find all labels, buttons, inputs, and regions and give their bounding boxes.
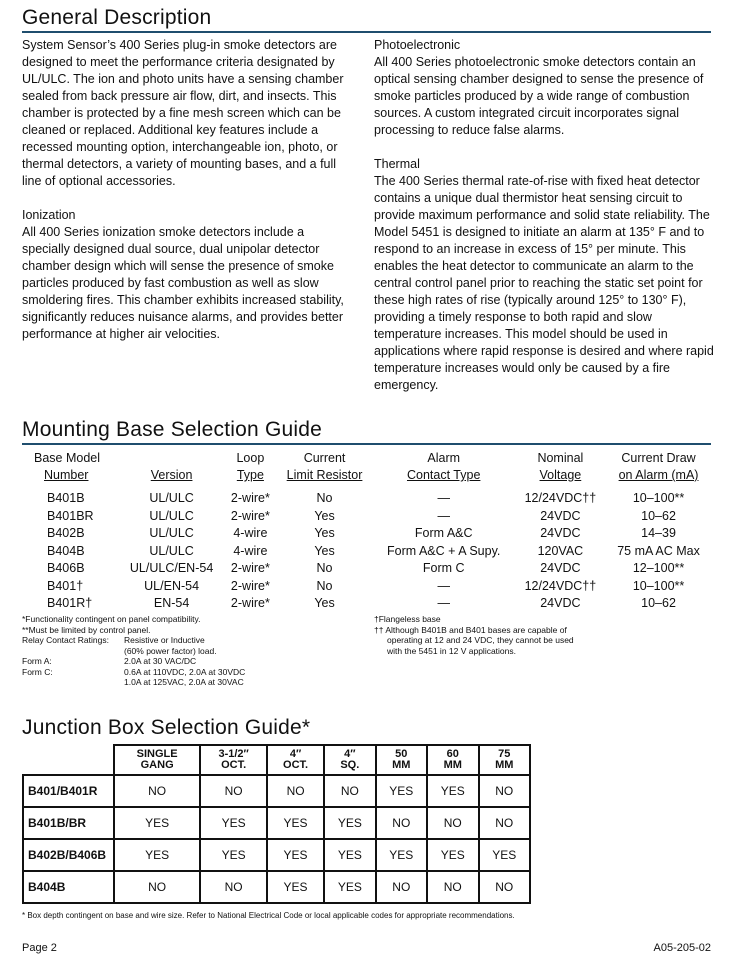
- general-description-title: General Description: [22, 6, 212, 29]
- title-rule: [22, 443, 711, 445]
- mounting-base-table: [22, 450, 711, 613]
- table-cell: NO: [114, 871, 200, 903]
- note-value: (60% power factor) load.: [124, 645, 217, 656]
- table-cell: 2-wire*: [230, 596, 270, 610]
- table-cell: YES: [200, 839, 267, 871]
- junction-footnote: * Box depth contingent on base and wire size. Refer to National Electrical Code or local applicable codes for appropriate recommendations.: [22, 911, 515, 920]
- header-cell: Number: [44, 468, 89, 482]
- table-cell: YES: [267, 807, 324, 839]
- thermal-paragraph: The 400 Series thermal rate-of-rise with fixed heat detector contains a unique dual thermistor heat sensing circuit to provide maximum performance and solid state reliability. The Model 5451 is designed to initiate an alarm at 135° F and to respond to an increase in excess of 15° per minute. This enables the heat detector to communicate an alarm to the central control panel prior to reaching the static set point for these high rates of rise (typically around 125° to 130° F), providing a timely response to both rapid and slow temperature increases. This model should be used in applications where rapid response is desired and where rapid temperature increases would only be caused by a fire emergency.: [374, 174, 714, 392]
- photoelectronic-heading: Photoelectronic: [374, 38, 461, 52]
- document-id: A05-205-02: [653, 942, 711, 954]
- table-cell: B401B: [47, 491, 85, 505]
- table-cell: 2-wire*: [230, 561, 270, 575]
- page-number: Page 2: [22, 942, 57, 954]
- table-cell: 4-wire: [233, 526, 268, 540]
- note-label: Form A:: [22, 656, 52, 666]
- table-cell: —: [437, 491, 450, 505]
- table-cell: —: [437, 578, 450, 593]
- table-cell: NO: [427, 807, 478, 839]
- table-cell: 24VDC: [540, 526, 581, 540]
- table-row: [22, 578, 711, 596]
- note-label: [22, 646, 124, 657]
- table-cell: UL/ULC: [149, 526, 194, 540]
- table-cell: NO: [427, 871, 478, 903]
- column-header: 4″ OCT.: [267, 745, 324, 775]
- table-cell: B404B: [47, 543, 85, 558]
- table-cell: 12–100**: [632, 561, 685, 575]
- table-cell: Form A&C: [414, 526, 473, 540]
- left-column: [22, 37, 352, 343]
- note-value: 1.0A at 125VAC, 2.0A at 30VAC: [124, 677, 244, 687]
- right-column: [374, 37, 714, 394]
- header-cell: [119, 450, 225, 467]
- note-text: †Flangeless base: [374, 614, 441, 624]
- table-cell: NO: [479, 775, 531, 807]
- note-label: Form C:: [22, 666, 53, 677]
- note-text: **Must be limited by control panel.: [22, 624, 151, 635]
- table-cell: B401BR: [47, 508, 94, 523]
- table-cell: NO: [324, 775, 375, 807]
- table-cell: YES: [324, 839, 375, 871]
- row-header: B401/B401R: [23, 775, 114, 807]
- table-cell: No: [316, 491, 333, 505]
- table-cell: B402B: [47, 526, 85, 540]
- table-cell: 10–62: [641, 508, 676, 523]
- table-cell: 2-wire*: [230, 578, 270, 593]
- table-cell: UL/ULC: [149, 543, 194, 558]
- column-header: 60 MM: [427, 745, 478, 775]
- header-cell: Alarm: [427, 451, 461, 465]
- header-cell: Loop: [236, 451, 265, 465]
- table-cell: —: [437, 596, 450, 610]
- table-cell: UL/ULC/EN-54: [129, 561, 214, 575]
- table-row: [23, 807, 530, 839]
- table-cell: Form A&C + A Supy.: [387, 543, 501, 558]
- table-cell: 24VDC: [540, 596, 581, 610]
- header-cell: Type: [236, 468, 264, 482]
- table-row: [22, 508, 711, 526]
- table-cell: UL/EN-54: [144, 578, 200, 593]
- table-cell: Yes: [314, 543, 335, 558]
- table-cell: No: [316, 578, 333, 593]
- photoelectronic-paragraph: All 400 Series photoelectronic smoke detectors contain an optical sensing chamber designed to sense the presence of smoke particles produced by a wide range of combustion sources. A custom integrated circuit incorporates signal processing to reduce false alarms.: [374, 55, 704, 137]
- table-cell: UL/ULC: [149, 508, 194, 523]
- table-cell: YES: [479, 839, 531, 871]
- row-header: B401B/BR: [23, 807, 114, 839]
- note-value: 2.0A at 30 VAC/DC: [124, 656, 197, 666]
- table-cell: YES: [267, 839, 324, 871]
- intro-paragraph: System Sensor’s 400 Series plug-in smoke detectors are designed to meet the performance criteria designated by UL/ULC. The ion and photo units have a sensing chamber sealed from back pressure air flow, dirt, and insects. This chamber is protected by a fine mesh screen which can be cleaned or replaced. Additional key features include a recessed mounting option, interchangeable ion, photo, or thermal detectors, a variety of mounting bases, and a full line of optional accessories.: [22, 38, 344, 188]
- column-header: 3-1/2″ OCT.: [200, 745, 267, 775]
- table-cell: 4-wire: [233, 543, 268, 558]
- table-cell: 12/24VDC††: [524, 578, 597, 593]
- table-cell: 12/24VDC††: [524, 491, 597, 505]
- table-cell: NO: [200, 871, 267, 903]
- row-header: B404B: [23, 871, 114, 903]
- table-row: [22, 560, 711, 578]
- column-header: 50 MM: [376, 745, 427, 775]
- column-header: 4″ SQ.: [324, 745, 375, 775]
- table-cell: Yes: [314, 596, 335, 610]
- table-cell: NO: [376, 807, 427, 839]
- table-cell: EN-54: [153, 596, 190, 610]
- table-row: [23, 871, 530, 903]
- ionization-paragraph: All 400 Series ionization smoke detectors include a specially designed dual source, dual unipolar detector chamber design which will sense the presence of smoke particles produced by fast combustion as well as slow smoldering fires. This chamber exhibits increased stability, significantly reduces nuisance alarms, and provides better performance at higher air velocities.: [22, 225, 344, 341]
- table-cell: NO: [267, 775, 324, 807]
- table-row: [22, 543, 711, 561]
- junction-box-title: Junction Box Selection Guide*: [22, 716, 311, 739]
- table-row: [23, 775, 530, 807]
- note-text: operating at 12 and 24 VDC, they cannot be used: [387, 635, 574, 645]
- table-cell: YES: [376, 775, 427, 807]
- table-cell: YES: [427, 839, 478, 871]
- table-row: [22, 595, 711, 613]
- table-cell: YES: [114, 839, 200, 871]
- table-cell: NO: [376, 871, 427, 903]
- header-cell: Limit Resistor: [286, 468, 363, 482]
- table-cell: NO: [114, 775, 200, 807]
- table-cell: NO: [479, 807, 531, 839]
- header-cell: Current Draw: [621, 451, 696, 465]
- note-value: Resistive or Inductive: [124, 635, 205, 645]
- title-rule: [22, 31, 711, 33]
- table-cell: —: [437, 508, 450, 523]
- table-row: [22, 490, 711, 508]
- table-cell: No: [316, 561, 333, 575]
- mounting-base-title: Mounting Base Selection Guide: [22, 418, 322, 441]
- header-cell: Base Model: [34, 451, 101, 465]
- table-cell: YES: [427, 775, 478, 807]
- mounting-notes-left: [22, 614, 362, 688]
- note-text: with the 5451 in 12 V applications.: [387, 645, 517, 656]
- header-cell: Voltage: [539, 468, 582, 482]
- table-cell: B401R†: [47, 596, 93, 610]
- column-header: 75 MM: [479, 745, 531, 775]
- ionization-heading: Ionization: [22, 208, 76, 222]
- corner-cell: [23, 745, 114, 775]
- mounting-notes-right: [374, 614, 714, 656]
- table-cell: UL/ULC: [149, 491, 194, 505]
- table-cell: NO: [479, 871, 531, 903]
- table-cell: YES: [114, 807, 200, 839]
- table-cell: YES: [200, 807, 267, 839]
- note-label: Relay Contact Ratings:: [22, 635, 109, 645]
- table-row: [22, 525, 711, 543]
- header-cell: Nominal: [537, 451, 584, 465]
- table-cell: 75 mA AC Max: [617, 543, 700, 558]
- table-cell: Yes: [314, 526, 335, 540]
- header-cell: on Alarm (mA): [618, 468, 699, 482]
- table-cell: YES: [376, 839, 427, 871]
- table-cell: B406B: [47, 561, 85, 575]
- table-cell: 10–100**: [632, 578, 685, 593]
- table-cell: 120VAC: [537, 543, 584, 558]
- note-text: *Functionality contingent on panel compatibility.: [22, 614, 201, 624]
- thermal-heading: Thermal: [374, 157, 420, 171]
- header-cell: Contact Type: [406, 468, 481, 482]
- header-cell: Current: [303, 451, 346, 465]
- note-text: †† Although B401B and B401 bases are capable of: [374, 624, 567, 635]
- table-cell: 10–100**: [632, 491, 685, 505]
- column-header: SINGLE GANG: [114, 745, 200, 775]
- table-cell: 10–62: [641, 596, 676, 610]
- row-header: B402B/B406B: [23, 839, 114, 871]
- header-cell: Version: [150, 468, 193, 482]
- note-value: 0.6A at 110VDC, 2.0A at 30VDC: [124, 666, 246, 677]
- table-row: [23, 839, 530, 871]
- table-cell: YES: [324, 807, 375, 839]
- table-cell: NO: [200, 775, 267, 807]
- table-cell: 14–39: [641, 526, 676, 540]
- table-cell: 24VDC: [540, 561, 581, 575]
- table-cell: B401†: [47, 578, 84, 593]
- table-cell: Form C: [422, 561, 465, 575]
- table-cell: 2-wire*: [230, 491, 270, 505]
- table-cell: Yes: [314, 508, 335, 523]
- junction-box-table: [22, 744, 531, 904]
- table-cell: YES: [324, 871, 375, 903]
- table-cell: 2-wire*: [230, 508, 270, 523]
- table-cell: YES: [267, 871, 324, 903]
- table-cell: 24VDC: [540, 508, 581, 523]
- note-label: [22, 677, 124, 688]
